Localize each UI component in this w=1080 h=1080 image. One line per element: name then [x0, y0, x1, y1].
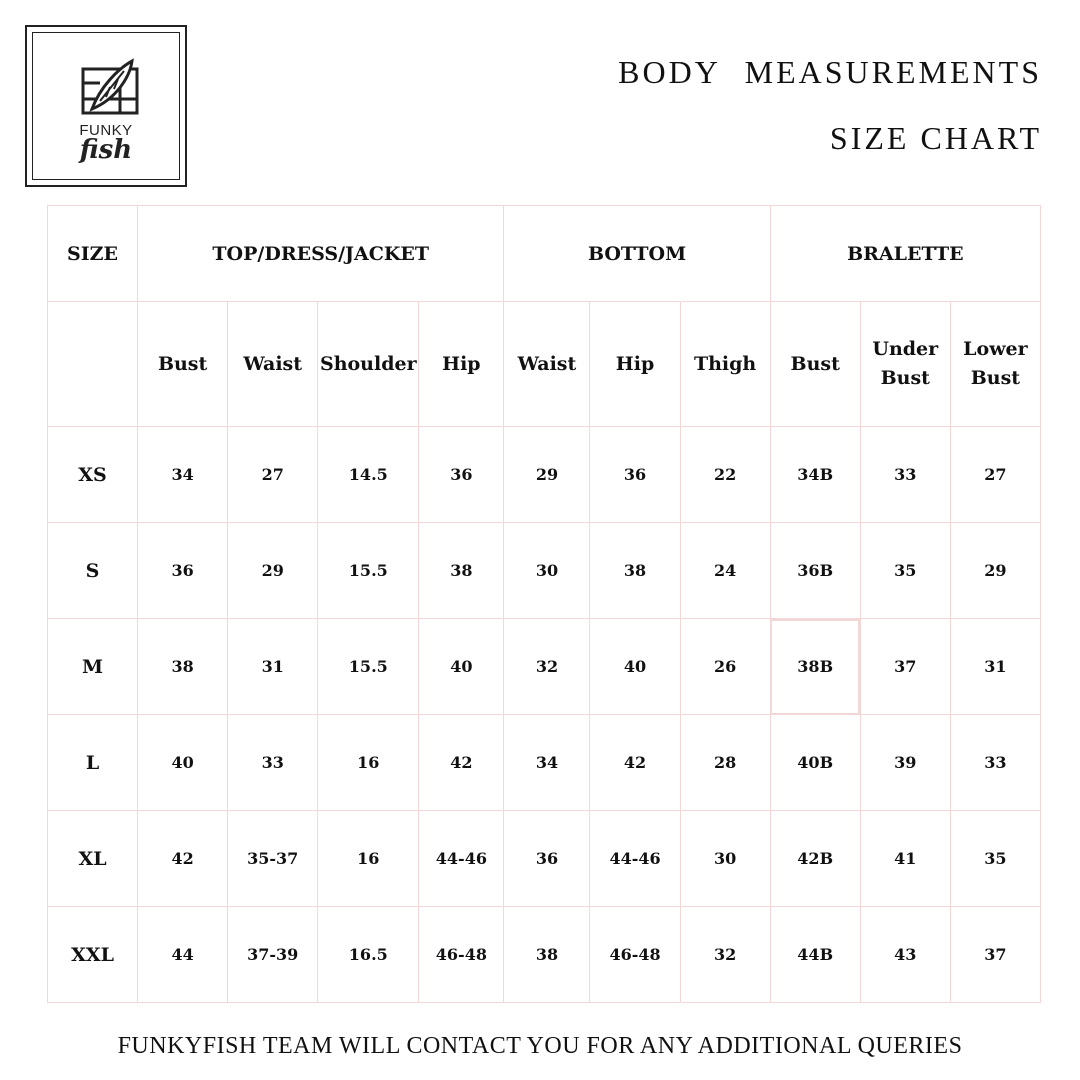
measurement-cell: 31: [228, 619, 318, 715]
bralette-lower-bust-header: Lower Bust: [950, 302, 1040, 427]
measurement-cell: 32: [504, 619, 590, 715]
measurement-cell: 35: [860, 523, 950, 619]
top-hip-header: Hip: [419, 302, 504, 427]
measurement-cell: 38: [504, 907, 590, 1003]
size-cell: XS: [48, 427, 138, 523]
footer-note: FUNKYFISH TEAM WILL CONTACT YOU FOR ANY ADDITIONAL QUERIES: [117, 1033, 963, 1059]
measurement-cell: 27: [228, 427, 318, 523]
bottom-hip-header: Hip: [590, 302, 680, 427]
measurement-cell: 38: [138, 619, 228, 715]
empty-header-cell: [48, 302, 138, 427]
measurement-cell: 42B: [770, 811, 860, 907]
size-chart-table: [47, 205, 1041, 1003]
measurement-cell: 44-46: [419, 811, 504, 907]
measurement-cell: 40B: [770, 715, 860, 811]
fish-logo-icon: [80, 57, 140, 117]
measurement-cell: 36: [504, 811, 590, 907]
measurement-cell: 46-48: [419, 907, 504, 1003]
bralette-under-bust-header: Under Bust: [860, 302, 950, 427]
measurement-cell: 29: [228, 523, 318, 619]
measurement-cell: 37: [860, 619, 950, 715]
measurement-cell: 40: [419, 619, 504, 715]
measurement-cell: 38: [419, 523, 504, 619]
measurement-cell: 43: [860, 907, 950, 1003]
bottom-waist-header: Waist: [504, 302, 590, 427]
measurement-cell: 33: [228, 715, 318, 811]
size-header: SIZE: [48, 206, 138, 302]
measurement-cell: 37-39: [228, 907, 318, 1003]
logo-brand-top: FUNKY: [79, 122, 133, 139]
logo-brand-script: fish: [79, 135, 133, 165]
measurement-cell: 24: [680, 523, 770, 619]
measurement-cell: 36B: [770, 523, 860, 619]
measurement-cell: 16.5: [318, 907, 419, 1003]
measurement-cell: 29: [950, 523, 1040, 619]
size-cell: XL: [48, 811, 138, 907]
measurement-cell: 36: [138, 523, 228, 619]
measurement-cell: 40: [138, 715, 228, 811]
table-row: [48, 811, 1041, 907]
measurement-cell: 44: [138, 907, 228, 1003]
size-cell: L: [48, 715, 138, 811]
measurement-cell: 30: [680, 811, 770, 907]
measurement-cell: 16: [318, 811, 419, 907]
measurement-cell: 16: [318, 715, 419, 811]
measurement-cell: 44B: [770, 907, 860, 1003]
measurement-cell: 32: [680, 907, 770, 1003]
measurement-cell: 31: [950, 619, 1040, 715]
bralette-group-header: BRALETTE: [770, 206, 1040, 302]
measurement-cell: 34: [138, 427, 228, 523]
measurement-cell: 38B: [770, 619, 860, 715]
measurement-cell: 34: [504, 715, 590, 811]
measurement-cell: 34B: [770, 427, 860, 523]
measurement-cell: 42: [590, 715, 680, 811]
group-header-row: [48, 206, 1041, 302]
measurement-cell: 38: [590, 523, 680, 619]
measurement-cell: 15.5: [318, 619, 419, 715]
top-waist-header: Waist: [228, 302, 318, 427]
table-row: [48, 427, 1041, 523]
table-row: [48, 907, 1041, 1003]
measurement-cell: 30: [504, 523, 590, 619]
measurement-cell: 22: [680, 427, 770, 523]
top-group-header: TOP/DRESS/JACKET: [138, 206, 504, 302]
measurement-cell: 26: [680, 619, 770, 715]
measurement-cell: 28: [680, 715, 770, 811]
measurement-cell: 37: [950, 907, 1040, 1003]
measurement-cell: 36: [419, 427, 504, 523]
measurement-cell: 14.5: [318, 427, 419, 523]
top-shoulder-header: Shoulder: [318, 302, 419, 427]
bottom-group-header: BOTTOM: [504, 206, 770, 302]
table-row: [48, 523, 1041, 619]
top-bust-header: Bust: [138, 302, 228, 427]
measurement-cell: 42: [138, 811, 228, 907]
measurement-cell: 35-37: [228, 811, 318, 907]
page-title: BODY MEASUREMENTS: [618, 54, 1042, 90]
measurement-cell: 33: [860, 427, 950, 523]
measurement-cell: 42: [419, 715, 504, 811]
page-subtitle: SIZE CHART: [829, 120, 1042, 156]
measurement-cell: 15.5: [318, 523, 419, 619]
measurement-cell: 39: [860, 715, 950, 811]
bottom-thigh-header: Thigh: [680, 302, 770, 427]
table-row: [48, 715, 1041, 811]
logo: [25, 25, 187, 187]
measurement-cell: 41: [860, 811, 950, 907]
table-body: [48, 427, 1041, 1003]
size-cell: M: [48, 619, 138, 715]
measurement-cell: 27: [950, 427, 1040, 523]
measurement-cell: 40: [590, 619, 680, 715]
measurement-cell: 46-48: [590, 907, 680, 1003]
measurement-cell: 35: [950, 811, 1040, 907]
measurement-cell: 44-46: [590, 811, 680, 907]
size-cell: XXL: [48, 907, 138, 1003]
measurement-cell: 33: [950, 715, 1040, 811]
bralette-bust-header: Bust: [770, 302, 860, 427]
measurement-cell: 36: [590, 427, 680, 523]
sub-header-row: [48, 302, 1041, 427]
size-cell: S: [48, 523, 138, 619]
measurement-cell: 29: [504, 427, 590, 523]
table-row: [48, 619, 1041, 715]
